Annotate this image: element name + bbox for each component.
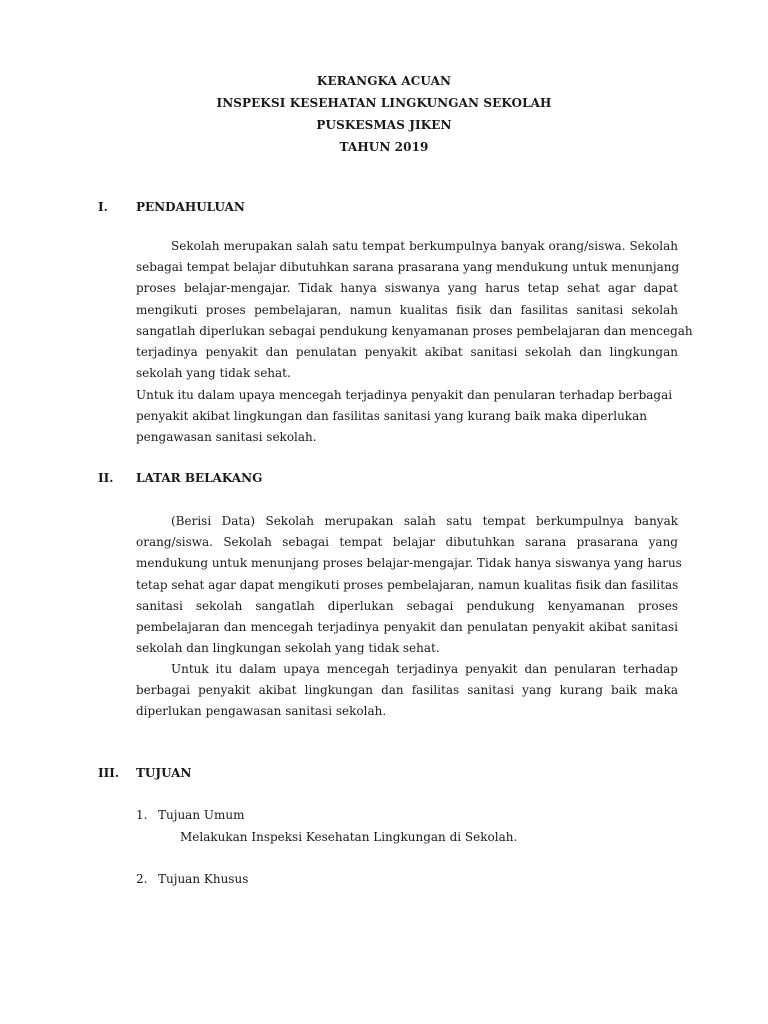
- text-line: sangatlah diperlukan sebagai pendukung kenyamanan proses pembelajaran dan mencegah: [136, 323, 693, 338]
- pendahuluan-paragraph-2: [136, 385, 678, 449]
- title-line-1: KERANGKA ACUAN: [316, 74, 452, 88]
- title-line-4: TAHUN 2019: [339, 140, 429, 154]
- text-line: Untuk itu dalam upaya mencegah terjadinya penyakit dan penularan terhadap berbagai: [136, 388, 673, 402]
- section-number: III.: [98, 766, 120, 780]
- text-line: mengikuti proses pembelajaran, namun kualitas fisik dan fasilitas sanitasi sekolah: [136, 302, 678, 317]
- list-number: 2.: [136, 872, 148, 886]
- list-item-tujuan-khusus: [136, 872, 248, 886]
- text-line: orang/siswa. Sekolah sebagai tempat belajar dibutuhkan sarana prasarana yang: [136, 535, 678, 550]
- text-line: sekolah yang tidak sehat.: [136, 366, 291, 381]
- list-item-tujuan-umum: [136, 808, 244, 822]
- text-line: tetap sehat agar dapat mengikuti proses pembelajaran, namun kualitas fisik dan fasilitas: [136, 577, 679, 592]
- text-line: sebagai tempat belajar dibutuhkan sarana prasarana yang mendukung untuk menunjang: [136, 260, 680, 275]
- text-line: penyakit akibat lingkungan dan fasilitas sanitasi yang kurang baik maka diperlukan: [136, 409, 647, 424]
- latar-paragraph-2: [136, 659, 678, 723]
- title-line-3: PUSKESMAS JIKEN: [316, 118, 452, 132]
- text-line: sanitasi sekolah sangatlah diperlukan sebagai pendukung kenyamanan proses: [136, 598, 678, 613]
- section-label: PENDAHULUAN: [136, 200, 245, 214]
- document-title: [0, 70, 768, 158]
- pendahuluan-paragraph-1: [136, 236, 693, 384]
- text-line: (Berisi Data) Sekolah merupakan salah satu tempat berkumpulnya banyak: [171, 514, 678, 528]
- list-label: Tujuan Umum: [158, 808, 245, 822]
- text-line: pembelajaran dan mencegah terjadinya penyakit dan penulatan penyakit akibat sanitasi: [136, 620, 678, 635]
- text-line: terjadinya penyakit dan penulatan penyakit akibat sanitasi sekolah dan lingkungan: [136, 345, 678, 360]
- section-label: TUJUAN: [136, 766, 192, 780]
- list-label: Tujuan Khusus: [158, 872, 249, 886]
- latar-paragraph-1: [136, 511, 682, 659]
- text-line: berbagai penyakit akibat lingkungan dan fasilitas sanitasi yang kurang baik maka: [136, 683, 678, 698]
- text-line: diperlukan pengawasan sanitasi sekolah.: [136, 704, 387, 719]
- section-number: I.: [98, 200, 108, 214]
- text-line: proses belajar-mengajar. Tidak hanya siswanya yang harus tetap sehat agar dapat: [136, 281, 678, 296]
- text-line: pengawasan sanitasi sekolah.: [136, 430, 317, 445]
- tujuan-umum-text: Melakukan Inspeksi Kesehatan Lingkungan di Sekolah.: [180, 830, 518, 844]
- text-line: mendukung untuk menunjang proses belajar-mengajar. Tidak hanya siswanya yang harus: [136, 556, 682, 571]
- list-number: 1.: [136, 808, 148, 822]
- text-line: Untuk itu dalam upaya mencegah terjadinya penyakit dan penularan terhadap: [171, 662, 678, 676]
- title-line-2: INSPEKSI KESEHATAN LINGKUNGAN SEKOLAH: [216, 96, 552, 110]
- text-line: sekolah dan lingkungan sekolah yang tidak sehat.: [136, 641, 440, 656]
- section-number: II.: [98, 471, 114, 485]
- text-line: Sekolah merupakan salah satu tempat berkumpulnya banyak orang/siswa. Sekolah: [171, 239, 678, 253]
- section-label: LATAR BELAKANG: [136, 471, 263, 485]
